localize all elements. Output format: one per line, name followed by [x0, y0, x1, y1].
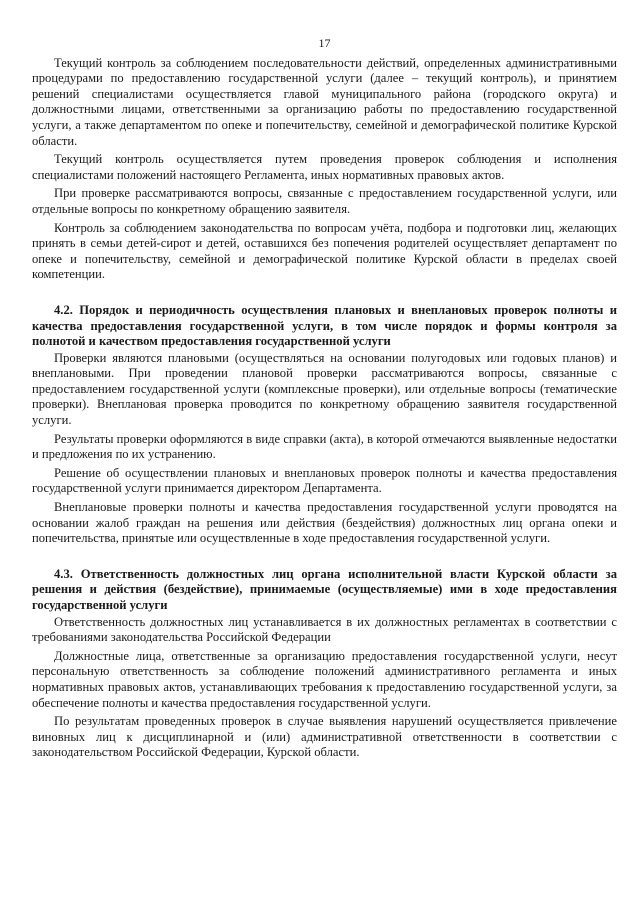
paragraph: Контроль за соблюдением законодательства по вопросам учёта, подбора и подготовки лиц, желающих принять в семьи детей-сирот и детей, оставшихся без попечения родителей осуществляет департамент по опеке и попечительству, семейной и демографической политике Курской области в пределах своей компетенции.	[32, 220, 617, 282]
page-number: 17	[318, 36, 331, 50]
paragraph: Внеплановые проверки полноты и качества предоставления государственной услуги проводятся на основании жалоб граждан на решения или действия (бездействия) должностных лиц органа опеки и попечительства, принятые или осуществленные в ходе предоставления государственной услуги.	[32, 500, 617, 546]
paragraph: Текущий контроль за соблюдением последовательности действий, определенных административными процедурами по предоставлению государственной услуги (далее – текущий контроль), и принятием решений специалистами осуществляется главой муниципального района (городского округа) и должностными лицами, ответственными за организацию работы по предоставлению государственной услуги, а также департаментом по опеке и попечительству, семейной и демографической политике Курской области.	[32, 55, 617, 148]
paragraph: При проверке рассматриваются вопросы, связанные с предоставлением государственной услуги, или отдельные вопросы по конкретному обращению заявителя.	[32, 186, 617, 216]
paragraph: Текущий контроль осуществляется путем проведения проверок соблюдения и исполнения специалистами положений настоящего Регламента, иных нормативных правовых актов.	[32, 152, 617, 182]
section-intro	[32, 56, 617, 283]
section-heading: 4.2. Порядок и периодичность осуществления плановых и внеплановых проверок полноты и качества предоставления государственной услуги, в том числе порядок и формы контроля за полнотой и качеством предоставления государственной услуги	[32, 302, 617, 349]
paragraph: Проверки являются плановыми (осуществляться на основании полугодовых или годовых планов) и внеплановыми. При проведении плановой проверки рассматриваются вопросы, связанные с предоставлением государственной услуги (комплексные проверки), или отдельные вопросы (тематические проверки). Внеплановая проверка проводится по конкретному обращению заявителя государственной услуги.	[32, 350, 617, 428]
paragraph: Ответственность должностных лиц устанавливается в их должностных регламентах в соответствии с требованиями законодательства Российской Федерации	[32, 614, 617, 645]
section-heading: 4.3. Ответственность должностных лиц органа исполнительной власти Курской области за решения и действия (бездействие), принимаемые (осуществляемые) ими в ходе предоставления государственной услуги	[32, 566, 617, 612]
paragraph: Решение об осуществлении плановых и внеплановых проверок полноты и качества предоставления государственной услуги принимается директором Департамента.	[32, 465, 617, 496]
section-4-2	[32, 303, 617, 547]
paragraph: Должностные лица, ответственные за организацию предоставления государственной услуги, несут персональную ответственность за соблюдение положений административного регламента и иных нормативных правовых актов, устанавливающих требования к предоставлению государственной услуги, за обеспечение полноты и качества предоставления государственной услуги.	[32, 648, 617, 710]
paragraph: Результаты проверки оформляются в виде справки (акта), в которой отмечаются выявленные недостатки и предложения по их устранению.	[32, 431, 617, 462]
paragraph: По результатам проведенных проверок в случае выявления нарушений осуществляется привлечение виновных лиц к дисциплинарной и (или) административной ответственности в соответствии с законодательством Российской Федерации, Курской области.	[32, 714, 617, 760]
section-4-3	[32, 567, 617, 761]
